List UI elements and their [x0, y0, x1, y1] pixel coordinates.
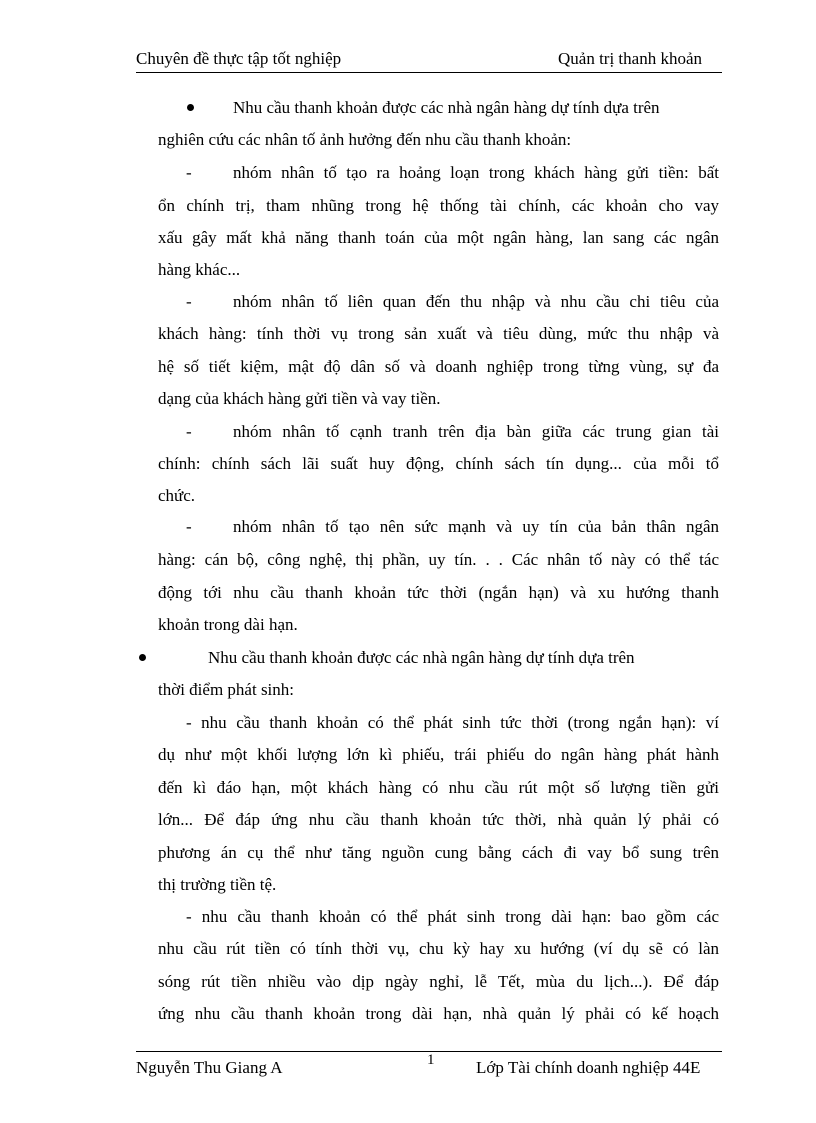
header-document-title: Chuyên đề thực tập tốt nghiệp	[136, 49, 342, 68]
list-item-line: hệ số tiết kiệm, mật độ dân số và doanh nghiệp trong từng vùng, sự đa	[158, 357, 719, 376]
list-item-line: ổn chính trị, tham nhũng trong hệ thống tài chính, các khoản cho vay	[158, 196, 719, 215]
dash-marker: -	[186, 517, 192, 536]
paragraph-line: Nhu cầu thanh khoản được các nhà ngân hàng dự tính dựa trên	[208, 648, 635, 667]
sub-item-line: - nhu cầu thanh khoản có thể phát sinh trong dài hạn: bao gồm các	[186, 907, 719, 926]
sub-item-line: lớn... Để đáp ứng nhu cầu thanh khoản tức thời, nhà quản lý phải có	[158, 810, 719, 829]
list-item-line: động tới nhu cầu thanh khoản tức thời (ngắn hạn) và xu hướng thanh	[158, 583, 719, 602]
sub-item-line: ứng nhu cầu thanh khoản trong dài hạn, nhà quản lý phải có kế hoạch	[158, 1004, 719, 1023]
dash-marker: -	[186, 422, 192, 441]
list-item-line: nhóm nhân tố liên quan đến thu nhập và nhu cầu chi tiêu của	[233, 292, 719, 311]
sub-item-line: đến kì đáo hạn, một khách hàng có nhu cầu rút một số lượng tiền gửi	[158, 778, 719, 797]
sub-item-line: - nhu cầu thanh khoản có thể phát sinh tức thời (trong ngắn hạn): ví	[186, 713, 719, 732]
list-item-line: dạng của khách hàng gửi tiền và vay tiền.	[158, 389, 441, 408]
list-item-line: nhóm nhân tố tạo ra hoảng loạn trong khách hàng gửi tiền: bất	[233, 163, 719, 182]
list-item-line: nhóm nhân tố cạnh tranh trên địa bàn giữa các trung gian tài	[233, 422, 719, 441]
sub-item-line: sóng rút tiền nhiều vào dịp ngày nghỉ, lễ Tết, mùa du lịch...). Để đáp	[158, 972, 719, 991]
list-item-line: chức.	[158, 486, 196, 505]
dash-marker: -	[186, 163, 192, 182]
list-item-line: nhóm nhân tố tạo nên sức mạnh và uy tín của bản thân ngân	[233, 517, 719, 536]
footer-author: Nguyễn Thu Giang A	[136, 1058, 283, 1077]
paragraph-line: Nhu cầu thanh khoản được các nhà ngân hàng dự tính dựa trên	[233, 98, 660, 117]
list-item-line: hàng: cán bộ, công nghệ, thị phần, uy tín. . . Các nhân tố này có thể tác	[158, 550, 719, 569]
paragraph-line: thời điểm phát sinh:	[158, 680, 295, 699]
page-number: 1	[427, 1052, 435, 1068]
header-section-title: Quản trị thanh khoản	[558, 49, 702, 68]
dash-marker: -	[186, 292, 192, 311]
sub-item-line: nhu cầu rút tiền có tính thời vụ, chu kỳ hay xu hướng (ví dụ sẽ có làn	[158, 939, 719, 958]
list-item-line: chính: chính sách lãi suất huy động, chính sách tín dụng... của mỗi tổ	[158, 454, 719, 473]
list-item-line: khách hàng: tính thời vụ trong sản xuất và tiêu dùng, mức thu nhập và	[158, 324, 719, 343]
paragraph-line: nghiên cứu các nhân tố ảnh hưởng đến nhu cầu thanh khoản:	[158, 130, 572, 149]
sub-item-line: thị trường tiền tệ.	[158, 875, 277, 894]
bullet-icon	[187, 104, 194, 111]
list-item-line: xấu gây mất khả năng thanh toán của một ngân hàng, lan sang các ngân	[158, 228, 719, 247]
sub-item-line: dụ như một khối lượng lớn kì phiếu, trái phiếu do ngân hàng phát hành	[158, 745, 719, 764]
sub-item-line: phương án cụ thể như tăng nguồn cung bằng cách đi vay bổ sung trên	[158, 843, 719, 862]
list-item-line: khoản trong dài hạn.	[158, 615, 298, 634]
footer-class-name: Lớp Tài chính doanh nghiệp 44E	[476, 1058, 701, 1077]
list-item-line: hàng khác...	[158, 260, 241, 279]
bullet-icon	[139, 654, 146, 661]
